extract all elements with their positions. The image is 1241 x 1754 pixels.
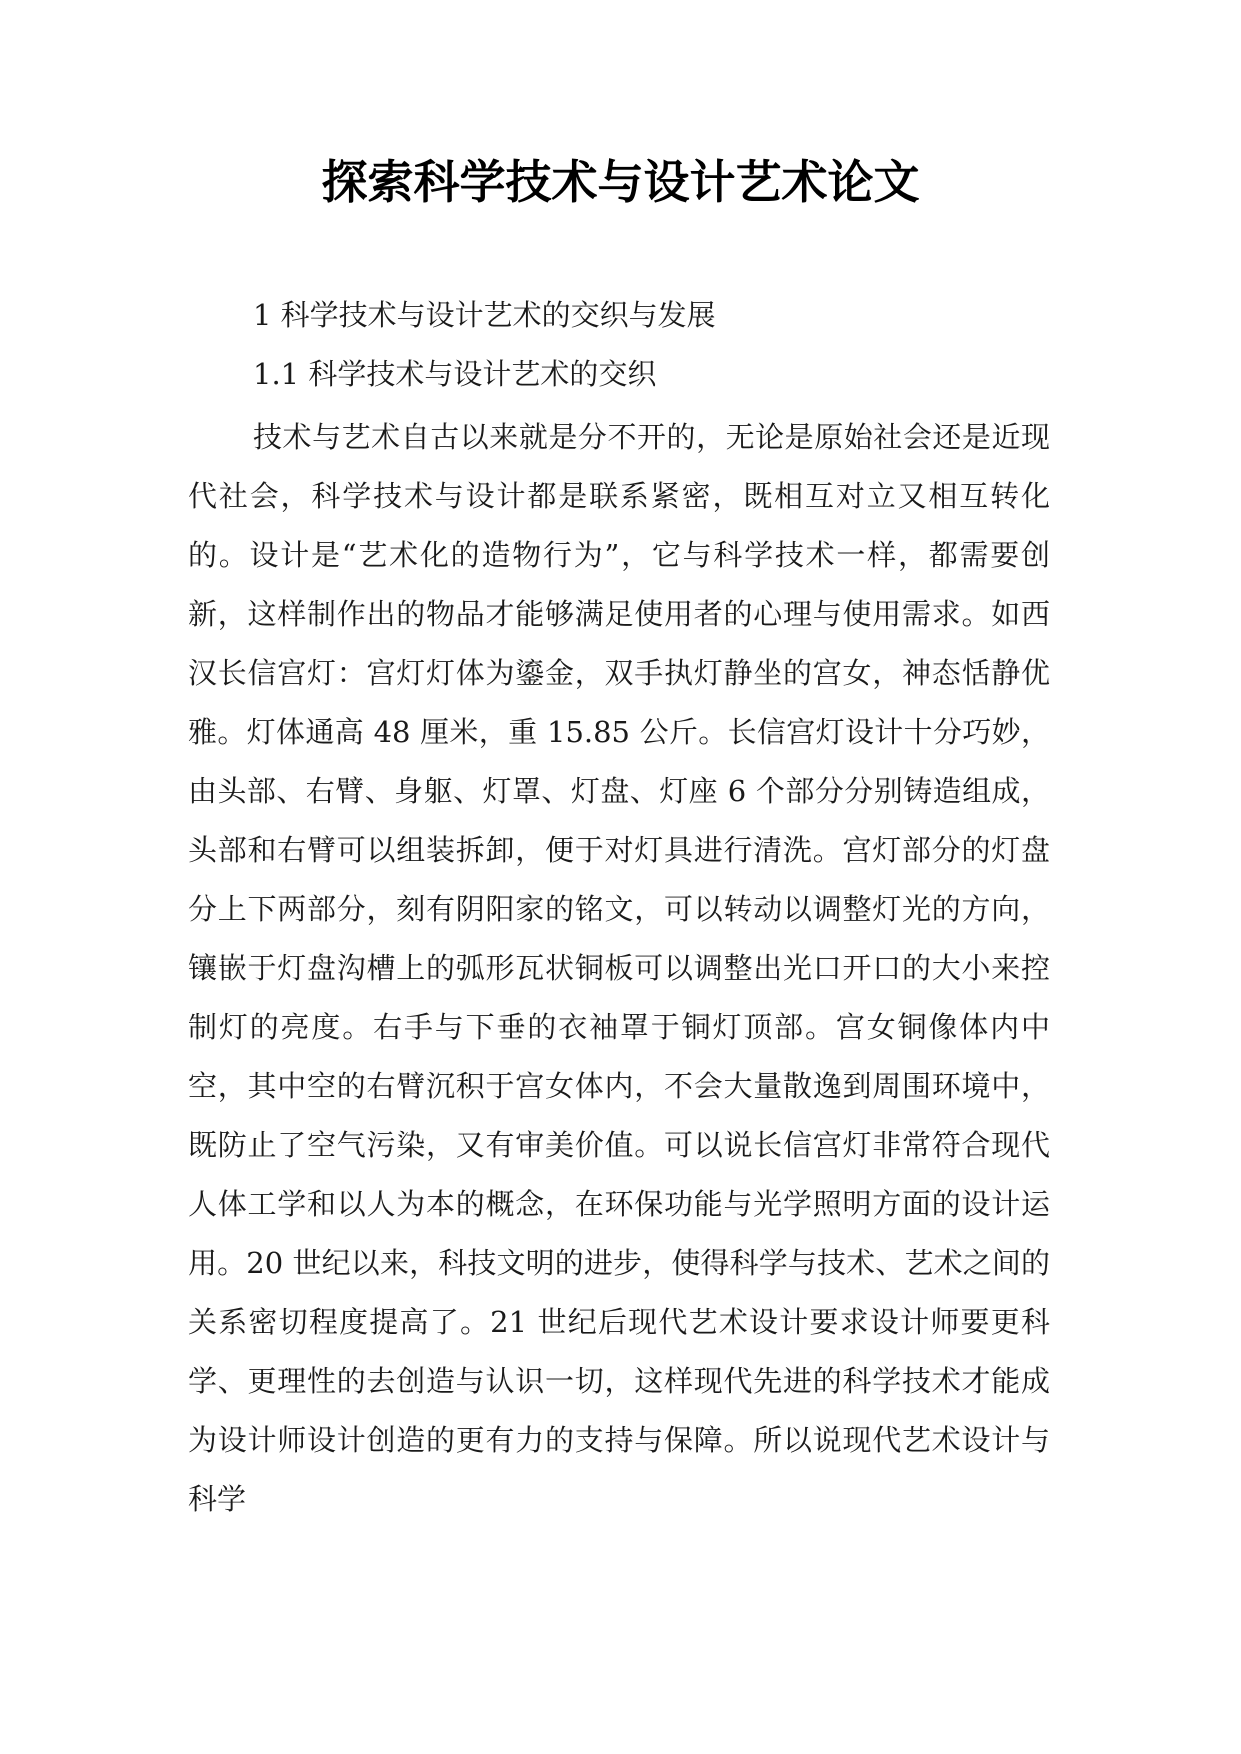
subsection-heading: 1.1 科学技术与设计艺术的交织	[253, 357, 657, 391]
body-paragraph: 技术与艺术自古以来就是分不开的，无论是原始社会还是近现代社会，科学技术与设计都是联系紧密，既相互对立又相互转化的。设计是“艺术化的造物行为”，它与科学技术一样，都需要创新，这样制作出的物品才能够满足使用者的心理与使用需求。如西汉长信宫灯：宫灯灯体为鎏金，双手执灯静坐的宫女，神态恬静优雅。灯体通高 48 厘米，重 15.85 公斤。长信宫灯设计十分巧妙，由头部、右臂、身躯、灯罩、灯盘、灯座 6 个部分分别铸造组成，头部和右臂可以组装拆卸，便于对灯具进行清洗。宫灯部分的灯盘分上下两部分，刻有阴阳家的铭文，可以转动以调整灯光的方向，镶嵌于灯盘沟槽上的弧形瓦状铜板可以调整出光口开口的大小来控制灯的亮度。右手与下垂的衣袖罩于铜灯顶部。宫女铜像体内中空，其中空的右臂沉积于宫女体内，不会大量散逸到周围环境中，既防止了空气污染，又有审美价值。可以说长信宫灯非常符合现代人体工学和以人为本的概念，在环保功能与光学照明方面的设计运用。20 世纪以来，科技文明的进步，使得科学与技术、艺术之间的关系密切程度提高了。21 世纪后现代艺术设计要求设计师要更科学、更理性的去创造与认识一切，这样现代先进的科学技术才能成为设计师设计创造的更有力的支持与保障。所以说现代艺术设计与科学	[188, 420, 1050, 1516]
document-title: 探索科学技术与设计艺术论文	[321, 155, 920, 209]
section-heading: 1 科学技术与设计艺术的交织与发展	[253, 298, 716, 332]
